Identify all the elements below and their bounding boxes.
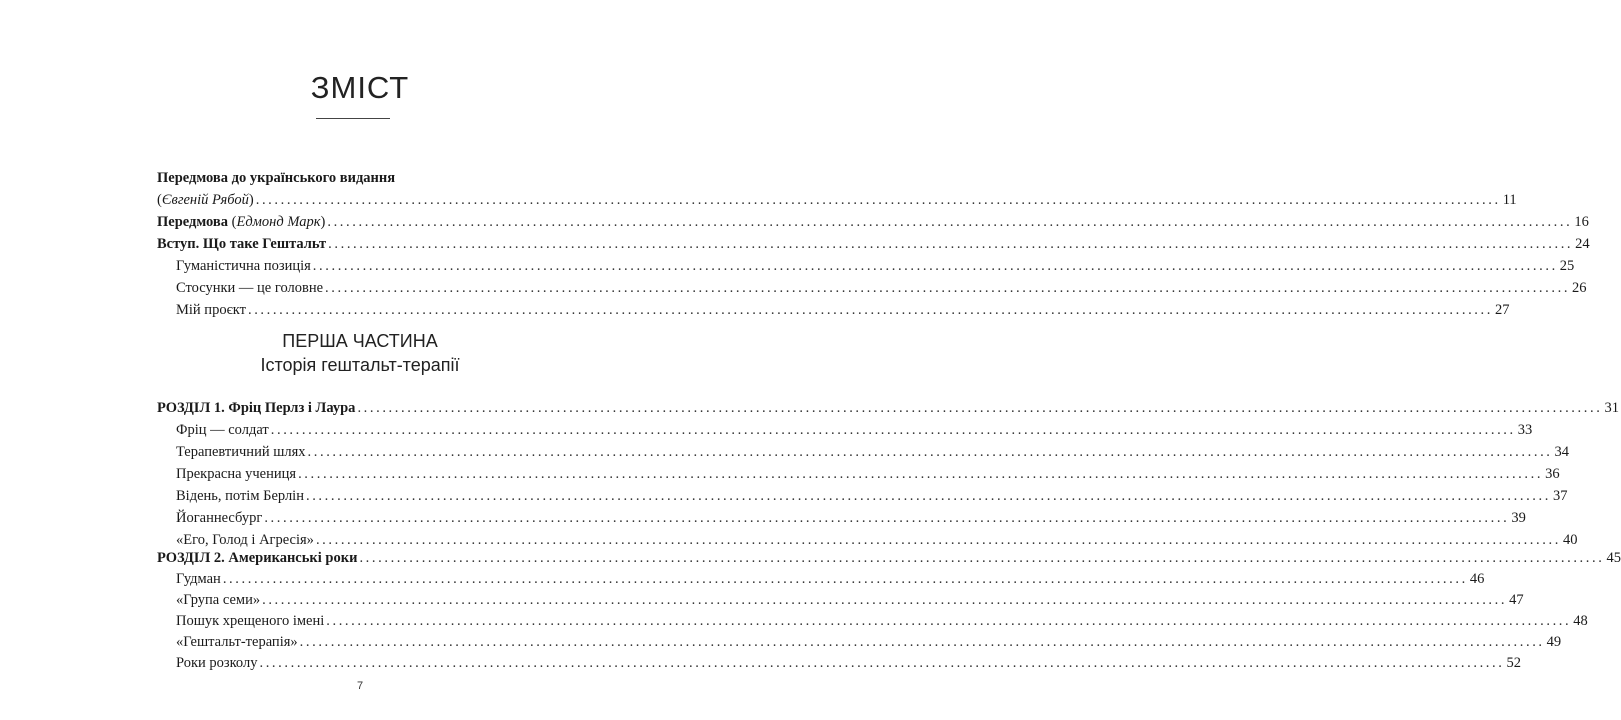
dot-leader: ........................................................................................................................................................................................................ (359, 550, 1605, 566)
toc-page-number: 26 (1572, 280, 1587, 296)
toc-page-number: 49 (1546, 634, 1562, 650)
toc-page-number: 39 (1511, 510, 1526, 526)
toc-entry-intro[interactable] (157, 236, 1590, 258)
toc-entry-title: РОЗДІЛ 1. Фріц Перлз і Лаура (157, 400, 356, 416)
toc-subentry[interactable] (176, 510, 1526, 532)
toc-subentry[interactable] (176, 592, 1524, 614)
toc-entry-title: Роки розколу (176, 655, 258, 671)
toc-entry-title: Гудман (176, 571, 221, 587)
toc-page-number: 46 (1469, 571, 1485, 587)
toc-page-number: 27 (1494, 302, 1510, 318)
toc-entry-title: «Его, Голод і Агресія» (176, 532, 314, 548)
dot-leader: ........................................................................................................................................................................................................ (270, 422, 1516, 438)
toc-page-number: 25 (1559, 258, 1575, 274)
toc-entry-title: Стосунки — це головне (176, 280, 324, 296)
toc-entry-preface[interactable] (157, 214, 1589, 236)
toc-page-number: 33 (1517, 422, 1533, 438)
toc-page-number: 45 (1606, 550, 1621, 566)
toc-entry-title: Йоганнесбург (176, 510, 263, 526)
toc-entry-title: Передмова (Едмонд Марк) (157, 214, 326, 230)
toc-subentry[interactable] (176, 613, 1588, 635)
page-number: 7 (356, 680, 364, 692)
toc-page-number: 48 (1573, 613, 1588, 629)
toc-entry-title: Фріц — солдат (176, 422, 269, 438)
title-rule (316, 118, 390, 119)
part-label: ПЕРША ЧАСТИНА (282, 331, 438, 351)
toc-entry-title: Терапевтичний шлях (176, 444, 306, 460)
toc-entry-title: «Група семи» (176, 592, 261, 608)
dot-leader: ........................................................................................................................................................................................................ (327, 214, 1573, 230)
toc-subentry[interactable] (176, 634, 1562, 656)
dot-leader: ........................................................................................................................................................................................................ (357, 400, 1603, 416)
toc-entry-title: Прекрасна учениця (176, 466, 297, 482)
toc-page-number: 24 (1575, 236, 1590, 252)
toc-entry-chapter-1[interactable] (157, 400, 1619, 422)
toc-entry-title: Пошук хрещеного імені (176, 613, 325, 629)
toc-entry-title: Мій проєкт (176, 302, 246, 318)
toc-entry-title: Відень, потім Берлін (176, 488, 304, 504)
part-title: Історія гештальт-терапії (260, 355, 460, 375)
toc-subentry[interactable] (176, 280, 1587, 302)
toc-entry-preface-ua[interactable] (157, 192, 1517, 214)
toc-page-number: 37 (1552, 488, 1568, 504)
dot-leader: ........................................................................................................................................................................................................ (259, 655, 1505, 671)
toc-page-number: 31 (1604, 400, 1619, 416)
dot-leader: ........................................................................................................................................................................................................ (298, 466, 1544, 482)
toc-entry-title: «Гештальт-терапія» (176, 634, 298, 650)
author-name: Євгеній Рябой (161, 192, 249, 208)
toc-page-number: 36 (1545, 466, 1560, 482)
toc-entry-title: Вступ. Що таке Гештальт (157, 236, 327, 252)
dot-leader: ........................................................................................................................................................................................................ (222, 571, 1468, 587)
toc-page-number: 34 (1554, 444, 1570, 460)
dot-leader: ........................................................................................................................................................................................................ (247, 302, 1493, 318)
page-title: ЗМІСТ (310, 70, 410, 105)
toc-subentry[interactable] (176, 258, 1575, 280)
toc-page-number: 16 (1574, 214, 1589, 230)
toc-subentry[interactable] (176, 444, 1570, 466)
toc-entry-title: Гуманістична позиція (176, 258, 311, 274)
dot-leader: ........................................................................................................................................................................................................ (325, 280, 1571, 296)
dot-leader: ........................................................................................................................................................................................................ (299, 634, 1545, 650)
toc-entry-preface-ua-title[interactable] (157, 170, 544, 192)
dot-leader: ........................................................................................................................................................................................................ (307, 444, 1553, 460)
dot-leader: ........................................................................................................................................................................................................ (326, 613, 1572, 629)
toc-subentry[interactable] (176, 422, 1533, 444)
toc-page-number: 52 (1506, 655, 1521, 671)
toc-subentry[interactable] (176, 571, 1485, 593)
dot-leader: ........................................................................................................................................................................................................ (312, 258, 1558, 274)
toc-entry-title: Передмова до українського видання (157, 170, 396, 186)
dot-leader: ........................................................................................................................................................................................................ (262, 592, 1508, 608)
toc-subentry[interactable] (176, 466, 1560, 488)
dot-leader: ........................................................................................................................................................................................................ (328, 236, 1574, 252)
dot-leader: ........................................................................................................................................................................................................ (305, 488, 1551, 504)
author-name: Едмонд Марк (236, 214, 321, 230)
toc-entry-chapter-2[interactable] (157, 550, 1621, 572)
dot-leader: ........................................................................................................................................................................................................ (315, 532, 1561, 548)
toc-entry-title: РОЗДІЛ 2. Американські роки (157, 550, 358, 566)
toc-page-number: 47 (1509, 592, 1524, 608)
dot-leader: ........................................................................................................................................................................................................ (255, 192, 1501, 208)
dot-leader: ........................................................................................................................................................................................................ (264, 510, 1510, 526)
toc-subentry[interactable] (176, 488, 1568, 510)
toc-entry-title: (Євгеній Рябой) (157, 192, 254, 208)
toc-page-number: 11 (1502, 192, 1517, 208)
toc-page-number: 40 (1562, 532, 1578, 548)
toc-subentry[interactable] (176, 655, 1521, 677)
toc-subentry[interactable] (176, 302, 1510, 324)
